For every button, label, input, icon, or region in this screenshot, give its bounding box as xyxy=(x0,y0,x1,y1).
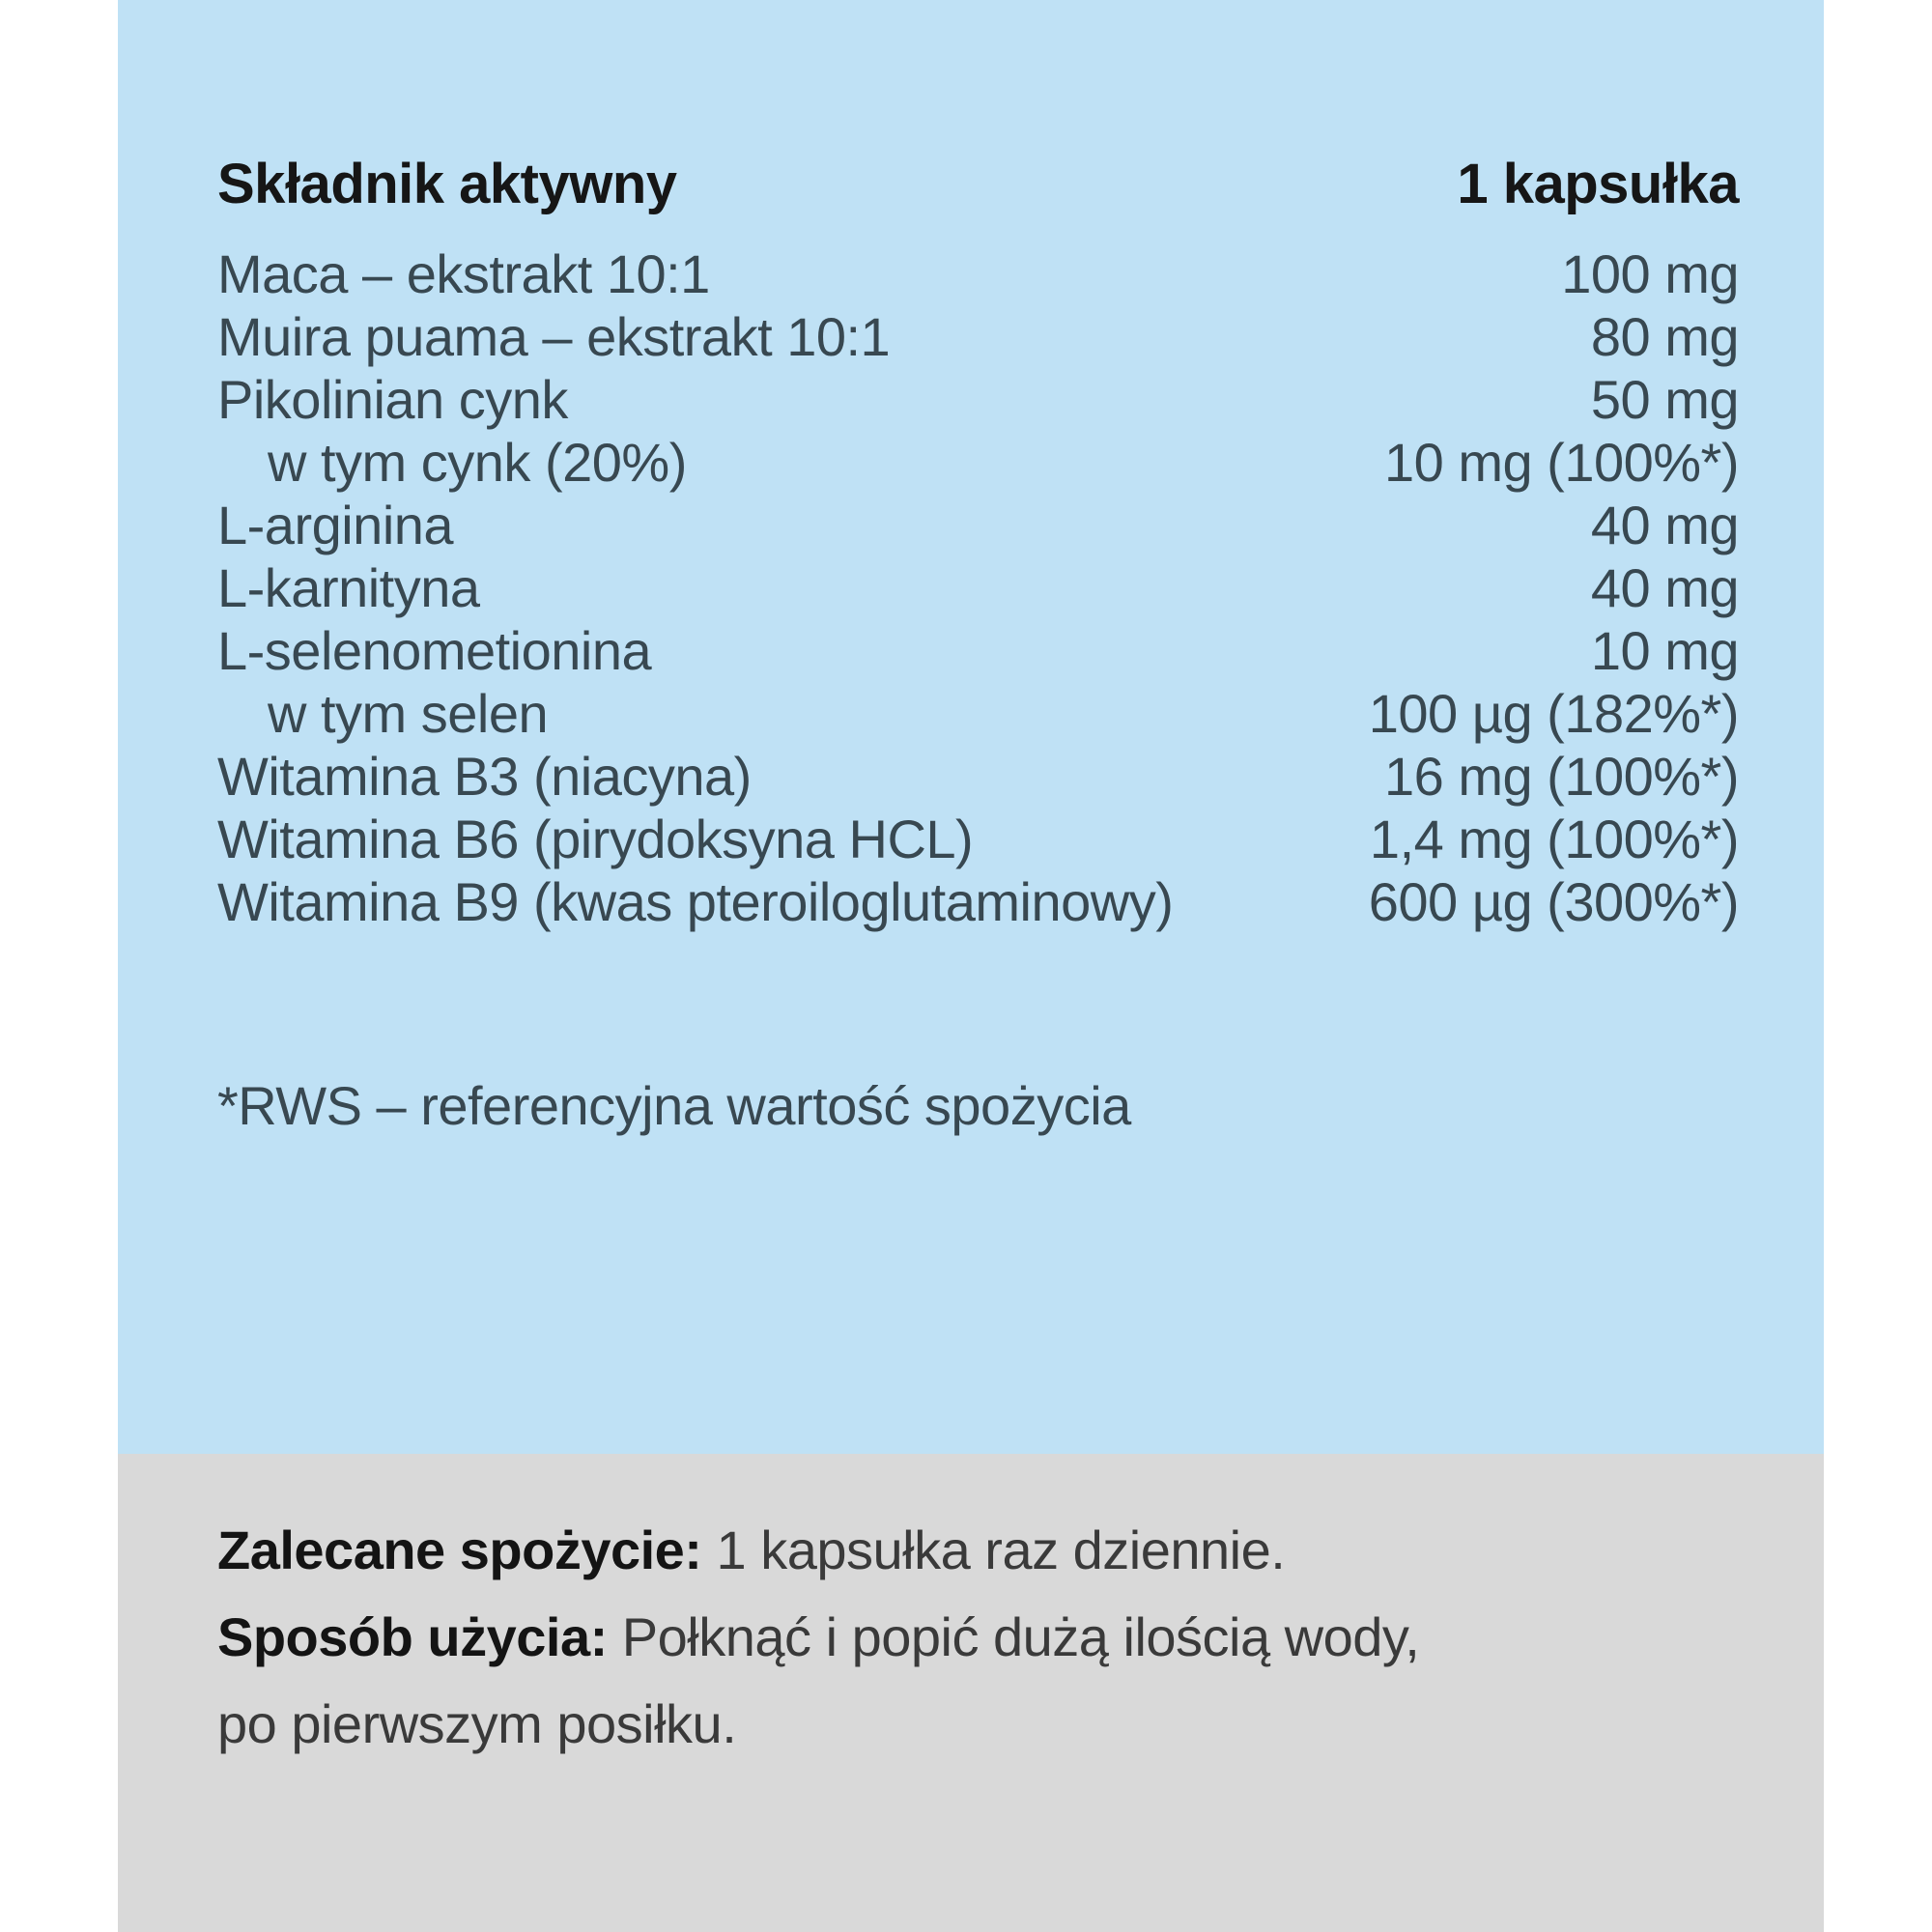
usage-method-continuation xyxy=(217,1681,1747,1768)
ingredient-amount: 1,4 mg (100%*) xyxy=(1369,809,1739,869)
table-row xyxy=(217,305,1739,368)
ingredient-amount: 80 mg xyxy=(1590,306,1739,367)
recommended-intake-label: Zalecane spożycie: xyxy=(217,1520,702,1580)
ingredient-amount: 10 mg (100%*) xyxy=(1383,432,1739,493)
ingredient-name: L-arginina xyxy=(217,495,454,555)
ingredient-name: Witamina B6 (pirydoksyna HCL) xyxy=(217,809,974,869)
table-header xyxy=(217,153,1739,215)
table-row xyxy=(217,242,1739,305)
ingredient-name: Witamina B3 (niacyna) xyxy=(217,746,752,807)
usage-method-line xyxy=(217,1594,1747,1681)
usage-method-continuation-text: po pierwszym posiłku. xyxy=(217,1693,737,1754)
ingredient-amount: 100 µg (182%*) xyxy=(1368,683,1739,744)
table-row xyxy=(217,870,1739,933)
table-row xyxy=(217,682,1739,745)
ingredient-amount: 10 mg xyxy=(1590,620,1739,681)
ingredient-amount: 50 mg xyxy=(1590,369,1739,430)
ingredient-amount: 16 mg (100%*) xyxy=(1383,746,1739,807)
usage-method-label: Sposób użycia: xyxy=(217,1606,608,1667)
column-header-amount: 1 kapsułka xyxy=(1457,153,1739,215)
ingredient-name: Witamina B9 (kwas pteroiloglutaminowy) xyxy=(217,871,1174,932)
ingredient-name: w tym selen xyxy=(268,683,549,744)
usage-method-text: Połknąć i popić dużą ilością wody, xyxy=(607,1606,1420,1667)
ingredient-amount: 40 mg xyxy=(1590,557,1739,618)
ingredient-amount: 100 mg xyxy=(1561,243,1739,304)
ingredient-amount: 40 mg xyxy=(1590,495,1739,555)
ingredient-name: L-selenometionina xyxy=(217,620,652,681)
rws-footnote: *RWS – referencyjna wartość spożycia xyxy=(217,1075,1131,1136)
table-row xyxy=(217,745,1739,808)
table-row xyxy=(217,619,1739,682)
ingredient-name: L-karnityna xyxy=(217,557,480,618)
ingredients-panel xyxy=(118,0,1824,1454)
ingredient-name: w tym cynk (20%) xyxy=(268,432,687,493)
table-row xyxy=(217,494,1739,556)
table-row xyxy=(217,368,1739,431)
ingredient-name: Muira puama – ekstrakt 10:1 xyxy=(217,306,891,367)
ingredient-name: Maca – ekstrakt 10:1 xyxy=(217,243,710,304)
ingredient-name: Pikolinian cynk xyxy=(217,369,568,430)
column-header-ingredient: Składnik aktywny xyxy=(217,153,677,215)
ingredients-rows xyxy=(217,242,1739,933)
recommended-intake-text: 1 kapsułka raz dziennie. xyxy=(701,1520,1286,1580)
recommended-intake-line xyxy=(217,1507,1747,1594)
table-row xyxy=(217,431,1739,494)
table-row xyxy=(217,556,1739,619)
ingredient-amount: 600 µg (300%*) xyxy=(1368,871,1739,932)
usage-panel xyxy=(118,1454,1824,1932)
table-row xyxy=(217,808,1739,870)
